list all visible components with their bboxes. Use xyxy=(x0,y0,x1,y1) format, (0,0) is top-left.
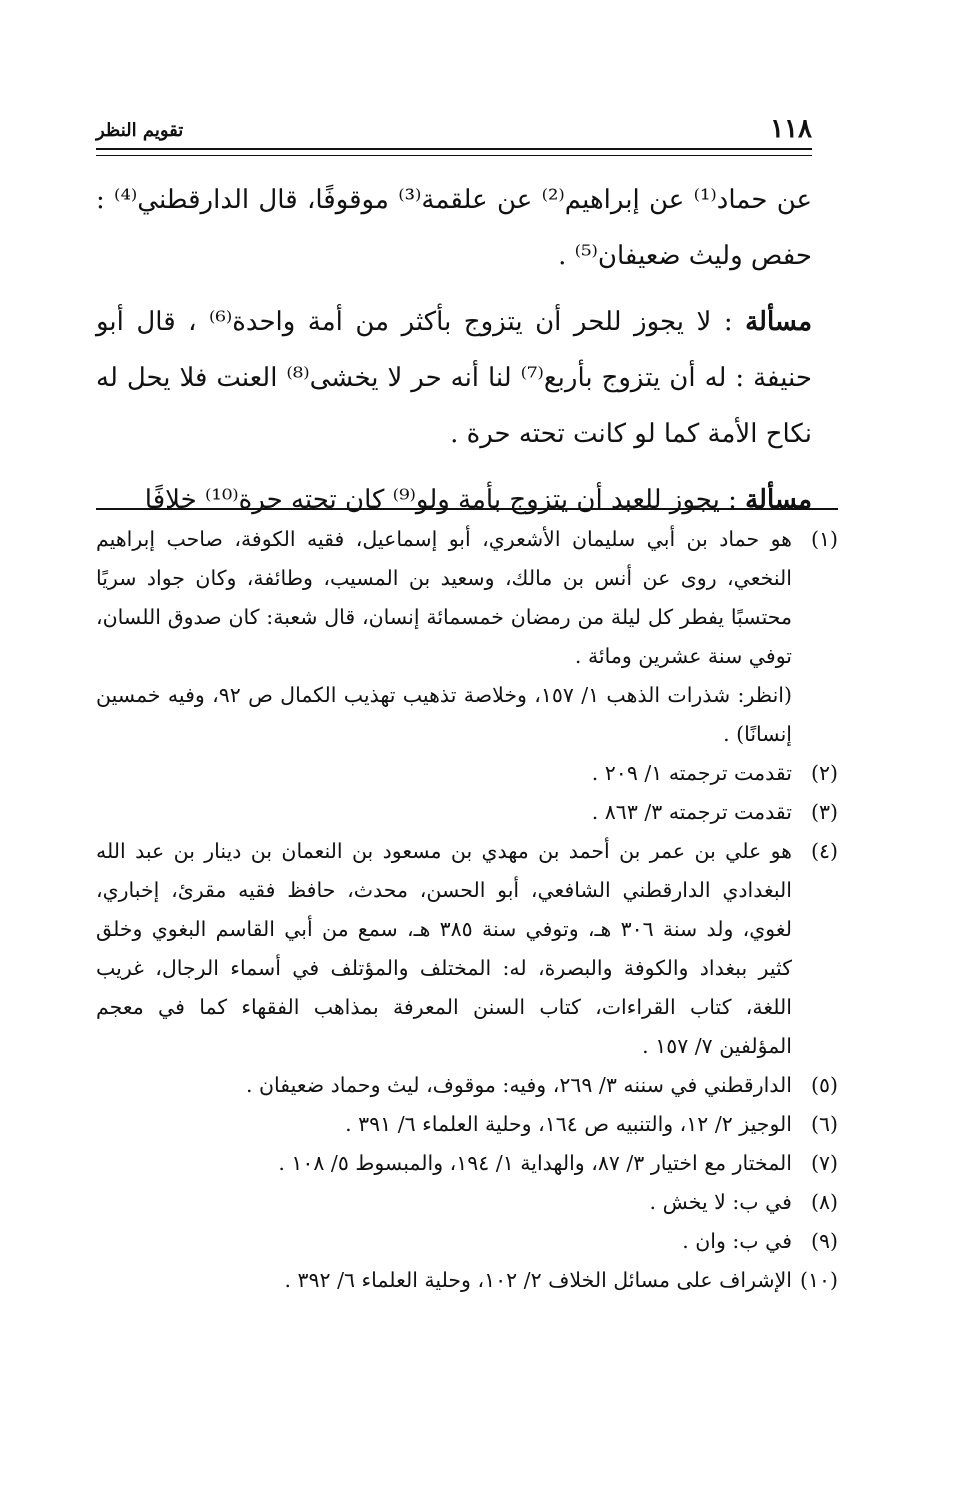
footnote-6 xyxy=(96,1105,838,1144)
footnotes xyxy=(96,520,838,1300)
footnote-number: (٦) xyxy=(810,1112,838,1136)
footnote-number: (٣) xyxy=(810,800,838,824)
paragraph-1: عن حماد⁽¹⁾ عن إبراهيم⁽²⁾ عن علقمة⁽³⁾ موقوفًا، قال الدارقطني⁽⁴⁾ : حفص وليث ضعيفان⁽⁵⁾ . xyxy=(96,185,812,271)
footnote-number: (١) xyxy=(810,527,838,551)
paragraph-2 xyxy=(96,294,812,462)
footnote-3 xyxy=(96,793,838,832)
footnote-number: (٤) xyxy=(810,839,838,863)
footnote-1-continuation: (انظر: شذرات الذهب ١/ ١٥٧، وخلاصة تذهيب تهذيب الكمال ص ٩٢، وفيه خمسين إنسانًا) . xyxy=(96,683,792,746)
footnote-number: (٩) xyxy=(810,1229,838,1253)
footnote-text: الدارقطني في سننه ٣/ ٢٦٩، وفيه: موقوف، ليث وحماد ضعيفان . xyxy=(245,1073,792,1097)
footnote-number: (٥) xyxy=(810,1073,838,1097)
footnote-number: (١٠) xyxy=(799,1268,838,1292)
footnote-10 xyxy=(96,1261,838,1300)
footnote-text: هو علي بن عمر بن أحمد بن مهدي بن مسعود بن النعمان بن دينار بن عبد الله البغدادي الدارقطني الشافعي، أبو الحسن، محدث، حافظ فقيه مقرئ، إخباري، لغوي، ولد سنة ٣٠٦ هـ، وتوفي سنة ٣٨٥ هـ، سمع من أبي القاسم البغوي وخلق كثير ببغداد والكوفة والبصرة، له: المختلف والمؤتلف في أسماء الرجال، غريب اللغة، كتاب القراءات، كتاب السنن المعرفة بمذاهب الفقهاء كما في معجم المؤلفين ٧/ ١٥٧ . xyxy=(96,839,792,1058)
footnote-separator xyxy=(96,508,838,510)
book-title: تقويم النظر xyxy=(96,120,184,141)
footnote-text: تقدمت ترجمته ١/ ٢٠٩ . xyxy=(591,761,792,785)
footnote-text: في ب: وان . xyxy=(682,1229,792,1253)
footnote-text: في ب: لا يخش . xyxy=(649,1190,792,1214)
footnote-text: تقدمت ترجمته ٣/ ٨٦٣ . xyxy=(591,800,792,824)
footnote-5 xyxy=(96,1066,838,1105)
footnote-number: (٢) xyxy=(810,761,838,785)
page-header xyxy=(96,112,812,146)
footnote-8 xyxy=(96,1183,838,1222)
footnote-4 xyxy=(96,832,838,1066)
footnote-9 xyxy=(96,1222,838,1261)
issue-label: مسألة xyxy=(745,485,812,515)
footnote-text: الإشراف على مسائل الخلاف ٢/ ١٠٢، وحلية العلماء ٦/ ٣٩٢ . xyxy=(284,1268,792,1292)
footnote-1 xyxy=(96,520,838,676)
paragraph-2-body: : لا يجوز للحر أن يتزوج بأكثر من أمة واحدة⁽⁶⁾ ، قال أبو حنيفة : له أن يتزوج بأربع⁽⁷⁾ لنا أنه حر لا يخشى⁽⁸⁾ العنت فلا يحل له نكاح الأمة كما لو كانت تحته حرة . xyxy=(96,307,812,449)
issue-label: مسألة xyxy=(745,307,812,337)
header-rule xyxy=(96,148,812,156)
footnote-text: الوجيز ٢/ ١٢، والتنبيه ص ١٦٤، وحلية العلماء ٦/ ٣٩١ . xyxy=(345,1112,792,1136)
footnote-number: (٨) xyxy=(810,1190,838,1214)
footnote-text: المختار مع اختيار ٣/ ٨٧، والهداية ١/ ١٩٤، والمبسوط ٥/ ١٠٨ . xyxy=(278,1151,792,1175)
main-text xyxy=(96,172,812,538)
paragraph-3-body: : يجوز للعبد أن يتزوج بأمة ولو⁽⁹⁾ كان تحته حرة⁽¹⁰⁾ خلافًا xyxy=(144,485,737,515)
footnote-number: (٧) xyxy=(810,1151,838,1175)
footnote-2 xyxy=(96,754,838,793)
footnote-7 xyxy=(96,1144,838,1183)
footnote-text: هو حماد بن أبي سليمان الأشعري، أبو إسماعيل، فقيه الكوفة، صاحب إبراهيم النخعي، روى عن أنس بن مالك، وسعيد بن المسيب، وطائفة، وكان جواد سريًا محتسبًا يفطر كل ليلة من رمضان خمسمائة إنسان، قال شعبة: كان صدوق اللسان، توفي سنة عشرين ومائة . xyxy=(96,527,792,668)
page-number: ١١٨ xyxy=(770,114,812,144)
